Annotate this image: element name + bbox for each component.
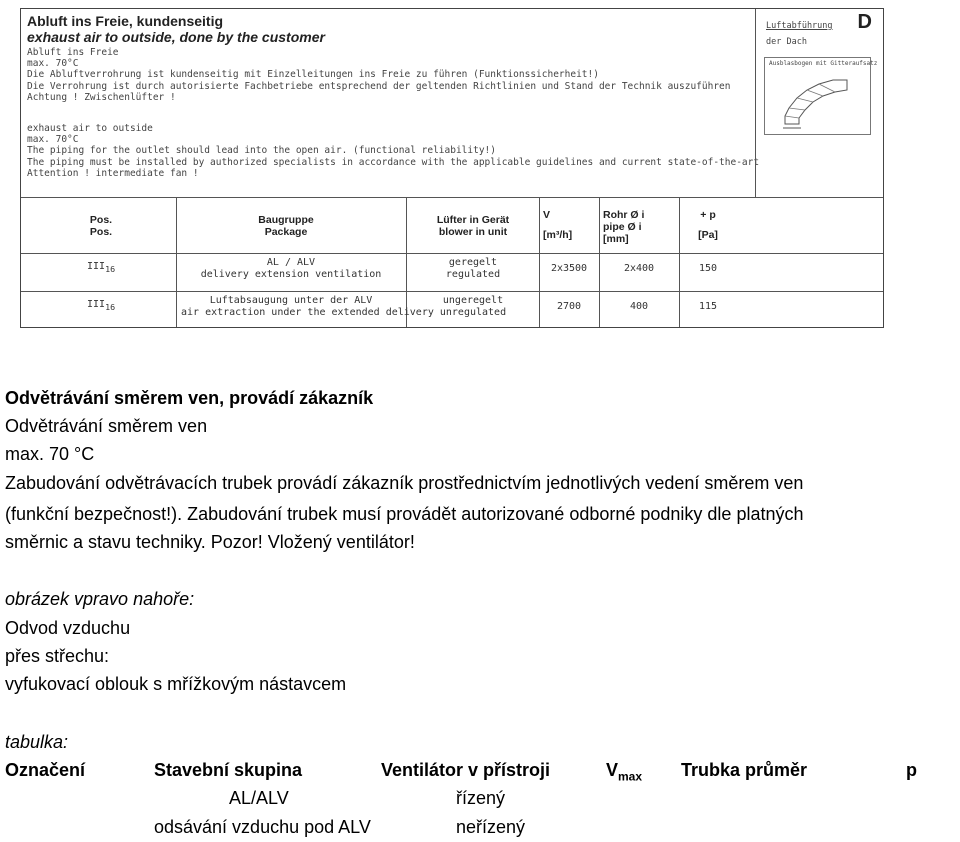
drawing-row-pos-sub: 16 [105,264,116,274]
drawing-header-group [226,214,346,238]
drawing-header-p-unit: [Pa] [698,229,718,241]
text-line: (funkční bezpečnost!). Zabudování trubek musí provádět autorizované odborné podniky dle platných [5,504,804,524]
drawing-text-en-line: exhaust air to outside [27,123,153,134]
table-header-designation: Označení [5,760,86,780]
table-label: tabulka: [5,732,69,752]
drawing-row-p: 115 [698,301,718,312]
text-line: směrnic a stavu techniky. Pozor! Vložený ventilátor! [5,532,415,552]
table-header-pipe: Trubka průměr [681,760,808,780]
text-line: Zabudování odvětrávacích trubek provádí zákazník prostřednictvím jednotlivých vedení směrem ven [5,473,804,493]
drawing-header-v [543,209,593,241]
drawing-row-pos-sub: 16 [105,302,116,312]
figure-line: přes střechu: [5,646,110,666]
drawing-header-pos [81,214,121,238]
table-header-group: Stavební skupina [154,760,303,780]
table-header-v-sub: max [618,769,643,784]
table-header-v-label: V [606,760,619,780]
drawing-row-v: 2x3500 [550,263,588,274]
drawing-header-pipe-en: pipe Ø i [603,221,642,233]
drawing-divider [21,197,883,198]
drawing-row-group-de: AL / ALV [266,257,316,268]
text-line: Odvětrávání směrem ven [5,416,208,436]
drawing-text-en-line: The piping for the outlet should lead into the open air. (functional reliability!) [27,145,496,157]
table-header-p: p [906,760,917,780]
drawing-header-pos-en: Pos. [89,226,113,238]
drawing-text-de-line: Die Abluftverrohrung ist kundenseitig mit Einzelleitungen ins Freie zu führen (Funktionssicherheit!) [27,69,599,81]
drawing-text-en [27,123,759,179]
drawing-divider [21,253,883,254]
drawing-text-de-line: Die Verrohrung ist durch autorisierte Fachbetriebe entsprechend der geltenden Richtlinien und Stand der Technik auszuführen [27,80,731,92]
drawing-row-group-en: air extraction under the extended delivery [181,307,434,318]
drawing-header-fan-de: Lüfter in Gerät [436,214,510,226]
drawing-row-p: 150 [698,263,718,274]
drawing-row-v: 2700 [556,301,582,312]
drawing-text-en-line: Attention ! intermediate fan ! [27,167,199,179]
table-cell-fan: neřízený [456,817,526,837]
drawing-row-group [181,295,434,319]
drawing-title-de: Abluft ins Freie, kundenseitig [27,13,224,29]
drawing-row-pos [87,261,117,275]
drawing-header-v-unit: [m³/h] [543,229,573,241]
drawing-header-pos-de: Pos. [89,214,113,226]
table-cell-group: odsávání vzduchu pod ALV [154,817,371,837]
text-line: max. 70 °C [5,444,95,464]
drawing-row-fan [413,295,533,319]
drawing-header-pipe [603,209,673,245]
figure-label: obrázek vpravo nahoře: [5,589,195,609]
figure-line: vyfukovací oblouk s mřížkovým nástavcem [5,674,347,694]
drawing-header-pipe-unit: [mm] [603,233,629,245]
drawing-text-de-line: Abluft ins Freie [27,47,119,58]
drawing-header-group-en: Package [264,226,308,238]
drawing-text-de-line: Achtung ! Zwischenlüfter ! [27,91,176,103]
table-cell-fan: řízený [456,788,506,808]
drawing-row-fan-de: ungeregelt [442,295,504,306]
drawing-header-pipe-de: Rohr Ø i [603,209,645,221]
drawing-header-p-label: + p [700,209,716,221]
drawing-row-pos-number: III [87,261,106,272]
drawing-row-pos-number: III [87,299,106,310]
drawing-row-group [181,257,401,281]
drawing-header-v-label: V [543,209,551,221]
drawing-text-en-line: The piping must be installed by authorized specialists in accordance with the applicable guidelines and current state-of-the-art [27,156,760,168]
table-cell-group: AL/ALV [229,788,289,808]
drawing-row-group-en: delivery extension ventilation [200,269,382,280]
drawing-row-pipe: 2x400 [623,263,655,274]
drawing-header-fan [413,214,533,238]
inset-label-3: Ausblasbogen mit Gitteraufsatz [769,60,878,67]
drawing-inset [755,9,884,197]
heading: Odvětrávání směrem ven, provádí zákazník [5,388,374,408]
inset-label-2: der Dach [766,37,807,47]
table-header-fan: Ventilátor v přístroji [381,760,551,780]
technical-drawing [20,8,884,328]
drawing-row-pipe: 400 [629,301,649,312]
drawing-row-fan-en: unregulated [439,307,507,318]
drawing-text-de [27,47,731,103]
drawing-text-en-line: max. 70°C [27,134,79,146]
drawing-header-group-de: Baugruppe [258,214,314,226]
table-header-v [606,760,642,784]
drawing-column-line [539,197,540,327]
drawing-row-fan-en: regulated [445,269,501,280]
drawing-column-line [176,197,177,327]
drawing-row-pos [87,299,117,313]
drawing-letter: D [857,11,872,33]
drawing-text-de-line: max. 70°C [27,58,79,70]
drawing-row-fan [413,257,533,281]
elbow-outlet-icon [765,58,870,134]
inset-label-1: Luftabführung [766,21,833,31]
drawing-column-line [599,197,600,327]
drawing-header-p [683,209,733,241]
drawing-row-fan-de: geregelt [448,257,498,268]
drawing-column-line [679,197,680,327]
drawing-row-group-de: Luftabsaugung unter der ALV [209,295,373,306]
drawing-title-en: exhaust air to outside, done by the customer [27,29,325,45]
drawing-header-fan-en: blower in unit [438,226,508,238]
drawing-divider [21,291,883,292]
figure-line: Odvod vzduchu [5,618,131,638]
inset-frame [764,57,878,135]
